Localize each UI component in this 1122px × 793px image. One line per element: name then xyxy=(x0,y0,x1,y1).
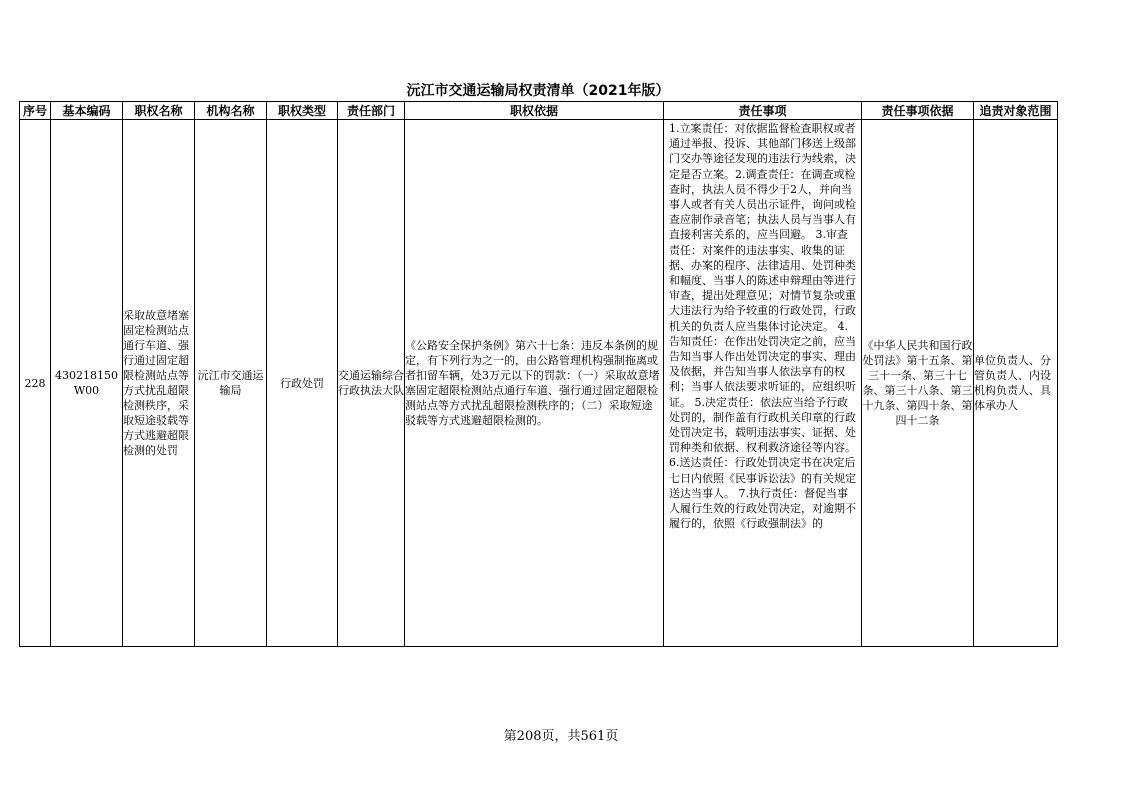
col-header-accountability: 追责对象范围 xyxy=(974,102,1058,120)
col-header-org-name: 机构名称 xyxy=(195,102,267,120)
cell-accountability: 单位负责人、分管负责人、内设机构负责人、具体承办人 xyxy=(974,120,1058,647)
col-header-power-name: 职权名称 xyxy=(123,102,195,120)
col-header-basis: 职权依据 xyxy=(405,102,664,120)
page-number: 第208页，共561页 xyxy=(503,729,619,744)
cell-power-name: 采取故意堵塞固定检测站点通行车道、强行通过固定超限检测站点等方式扰乱超限检测秩序，采取短途驳载等方式逃避超限检测的处罚 xyxy=(123,120,195,647)
table-row xyxy=(20,120,1058,647)
cell-dept: 交通运输综合行政执法大队 xyxy=(338,120,405,647)
col-header-responsibilities: 责任事项 xyxy=(664,102,862,120)
cell-resp-basis: 《中华人民共和国行政处罚法》第十五条、第三十一条、第三十七条、第三十八条、第三十九条、第四十条、第四十二条 xyxy=(862,120,974,647)
col-header-code: 基本编码 xyxy=(51,102,123,120)
col-header-power-type: 职权类型 xyxy=(267,102,338,120)
col-header-seq: 序号 xyxy=(20,102,51,120)
cell-basis: 《公路安全保护条例》第六十七条：违反本条例的规定，有下列行为之一的，由公路管理机构强制拖离或者扣留车辆，处3万元以下的罚款：（一）采取故意堵塞固定超限检测站点通行车道、强行通过固定超限检测站点等方式扰乱超限检测秩序的；（二）采取短途驳载等方式逃避超限检测的。 xyxy=(405,120,664,647)
col-header-dept: 责任部门 xyxy=(338,102,405,120)
page-title: 沅江市交通运输局权责清单（2021年版） xyxy=(406,83,670,99)
header-row xyxy=(20,102,1058,120)
cell-responsibilities: 1.立案责任：对依据监督检查职权或者通过举报、投诉、其他部门移送上级部门交办等途径发现的违法行为线索，决定是否立案。2.调查责任：在调查或检查时，执法人员不得少于2人，并向当事人或者有关人员出示证件，询问或检查应制作录音笔；执法人员与当事人有直接利害关系的，应当回避。 3.审查责任：对案件的违法事实、收集的证据、办案的程序、法律适用、处罚种类和幅度、当事人的陈述申辩理由等进行审查，提出处理意见；对情节复杂或重大违法行为给予较重的行政处罚，行政机关的负责人应当集体讨论决定。 4.告知责任：在作出处罚决定之前，应当告知当事人作出处罚决定的事实、理由及依据，并告知当事人依法享有的权利；当事人依法要求听证的，应组织听证。 5.决定责任：依法应当给予行政处罚的，制作盖有行政机关印章的行政处罚决定书，载明违法事实、证据、处罚种类和依据、权利救济途径等内容。 6.送达责任：行政处罚决定书在决定后七日内依照《民事诉讼法》的有关规定送达当事人。 7.执行责任：督促当事人履行生效的行政处罚决定，对逾期不履行的，依照《行政强制法》的 xyxy=(664,120,862,647)
cell-power-type: 行政处罚 xyxy=(267,120,338,647)
cell-seq: 228 xyxy=(20,120,51,647)
authority-table xyxy=(19,101,1058,647)
cell-code: 430218150W00 xyxy=(51,120,123,647)
cell-org-name: 沅江市交通运输局 xyxy=(195,120,267,647)
col-header-resp-basis: 责任事项依据 xyxy=(862,102,974,120)
